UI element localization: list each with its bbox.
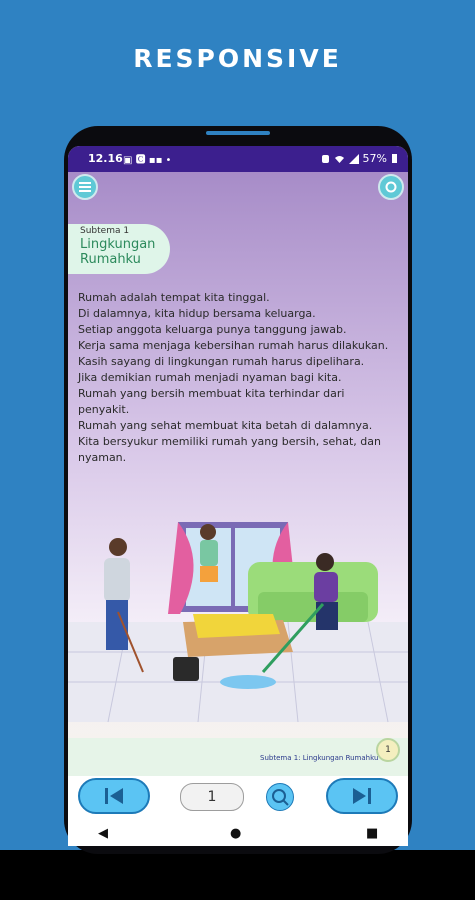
paragraph: Kasih sayang di lingkungan rumah harus dipelihara.	[78, 355, 365, 368]
subtema-title: Lingkungan Rumahku	[80, 237, 156, 267]
page-number-input[interactable]: 1	[180, 783, 244, 811]
wifi-icon	[334, 154, 345, 164]
paragraph: Kerja sama menjaga kebersihan rumah harus dilakukan.	[78, 339, 389, 352]
paragraph: Rumah yang bersih membuat kita terhindar dari penyakit.	[78, 387, 345, 416]
book-page	[68, 172, 408, 776]
search-icon	[267, 784, 293, 810]
paragraph: Rumah yang sehat membuat kita betah di dalamnya.	[78, 419, 373, 432]
paragraph: Setiap anggota keluarga punya tanggung jawab.	[78, 323, 347, 336]
battery-icon	[391, 153, 398, 164]
next-page-button[interactable]	[326, 778, 398, 814]
reader-toolbar	[68, 776, 408, 818]
subtema-label: Subtema 1	[80, 226, 130, 236]
status-left-icons: ▣ 🅲 ▪▪ •	[123, 155, 172, 166]
settings-button[interactable]	[378, 174, 404, 200]
paragraph: Rumah adalah tempat kita tinggal.	[78, 291, 270, 304]
family-cleaning-illustration	[68, 522, 408, 752]
alarm-icon	[321, 154, 330, 164]
paragraph: Jika demikian rumah menjadi nyaman bagi kita.	[78, 371, 342, 384]
skip-next-icon	[350, 786, 374, 806]
menu-icon	[79, 182, 91, 192]
status-time: 12.16	[88, 152, 123, 165]
phone-screen	[68, 146, 408, 846]
home-button[interactable]: ●	[230, 826, 242, 841]
signal-icon	[349, 154, 359, 164]
body-text	[78, 290, 398, 466]
battery-percent: 57%	[362, 152, 387, 165]
promo-title: RESPONSIVE	[133, 44, 342, 73]
phone-speaker	[206, 131, 270, 135]
status-right	[321, 152, 398, 165]
search-button[interactable]	[266, 783, 294, 811]
footer-text: Subtema 1: Lingkungan Rumahku	[260, 754, 379, 762]
paragraph: Di dalamnya, kita hidup bersama keluarga.	[78, 307, 316, 320]
menu-button[interactable]	[72, 174, 98, 200]
status-bar	[68, 146, 408, 172]
settings-icon	[385, 181, 397, 193]
previous-page-button[interactable]	[78, 778, 150, 814]
recents-button[interactable]: ■	[366, 826, 379, 841]
android-nav-bar	[68, 818, 408, 846]
bottom-band	[0, 850, 475, 900]
back-button[interactable]: ◀	[98, 826, 108, 841]
paragraph: Kita bersyukur memiliki rumah yang bersih, sehat, dan nyaman.	[78, 435, 381, 464]
skip-previous-icon	[102, 786, 126, 806]
page-number-badge: 1	[376, 738, 400, 762]
